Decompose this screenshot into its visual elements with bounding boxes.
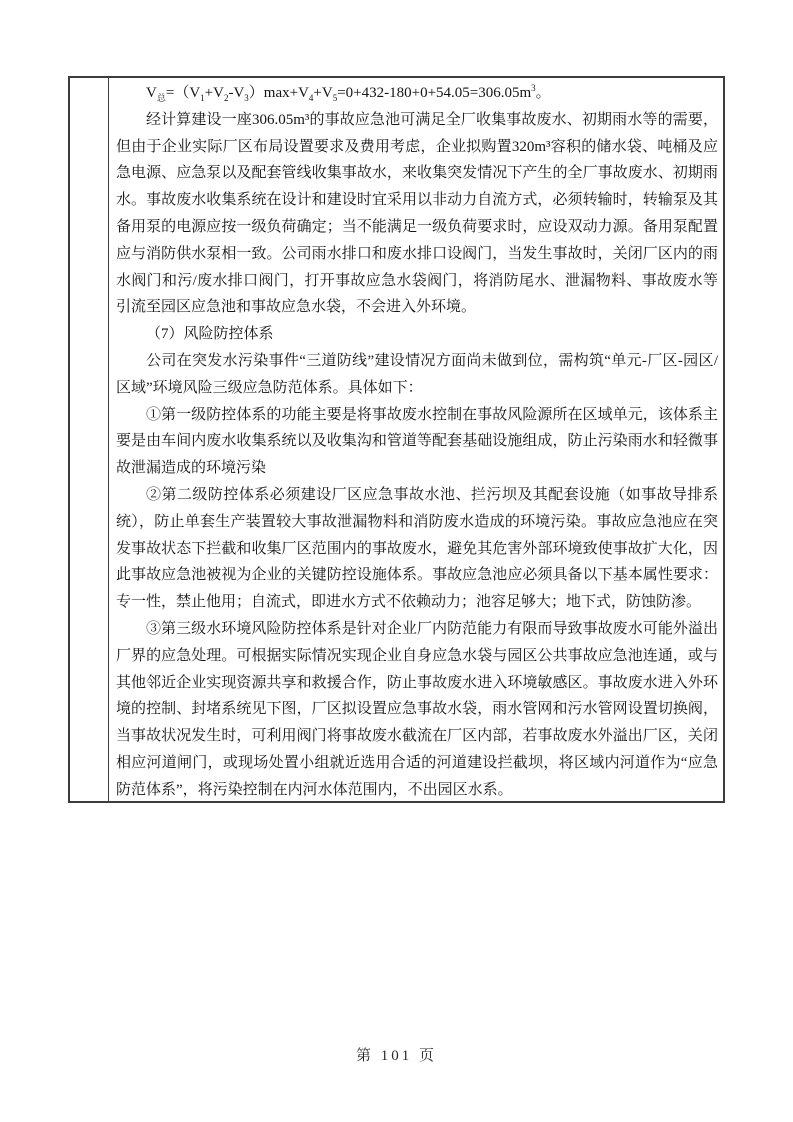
page-number: 第 101 页	[355, 1048, 437, 1064]
paragraph-level-3-control-system: ③第三级水环境风险防控体系是针对企业厂内防范能力有限而导致事故废水可能外溢出厂界的应急处理。可根据实际情况实现企业自身应急水袋与园区公共事故应急池连通，或与其他邻近企业实现资源共享和救援合作，防止事故废水进入环境敏感区。事故废水进入外环境的控制、封堵系统见下图，厂区拟设置应急事故水袋，雨水管网和污水管网设置切换阀，当事故状况发生时，可利用阀门将事故废水截流在厂区内部，若事故废水外溢出厂区，关闭相应河道闸门，或现场处置小组就近选用合适的河道建设拦截坝，将区域内河道作为“应急防范体系”，将污染控制在内河水体范围内，不出园区水系。	[116, 620, 718, 798]
paragraph-emergency-pool-calculation: 经计算建设一座306.05m³的事故应急池可满足全厂收集事故废水、初期雨水等的需要，但由于企业实际厂区布局设置要求及费用考虑，企业拟购置320m³容积的储水袋、吨桶及应急电源、应急泵以及配套管线收集事故水，来收集突发情况下产生的全厂事故废水、初期雨水。事故废水收集系统在设计和建设时宜采用以非动力自流方式，必须转输时，转输泵及其备用泵的电源应按一级负荷确定；当不能满足一级负荷要求时，应设双动力源。备用泵配置应与消防供水泵相一致。公司雨水排口和废水排口设阀门，当发生事故时，关闭厂区内的雨水阀门和污/废水排口阀门，打开事故应急水袋阀门，将消防尾水、泄漏物料、事故废水等引流至园区应急池和事故应急水袋，不会进入外环境。	[116, 111, 718, 316]
paragraph-level-2-control-system: ②第二级防控体系必须建设厂区应急事故水池、拦污坝及其配套设施（如事故导排系统），防止单套生产装置较大事故泄漏物料和消防废水造成的环境污染。事故应急池应在突发事故状态下拦截和收集厂区范围内的事故废水，避免其危害外部环境致使事故扩大化，因此事故应急池被视为企业的关键防控设施体系。事故应急池应必须具备以下基本属性要求：专一性，禁止他用；自流式，即进水方式不依赖动力；池容足够大；地下式，防蚀防渗。	[116, 486, 718, 611]
content-table	[68, 76, 725, 803]
section-heading-risk-control-system: （7）风险防控体系	[146, 326, 274, 343]
table-main-cell	[109, 78, 723, 801]
paragraph-three-defense-lines-intro: 公司在突发水污染事件“三道防线”建设情况方面尚未做到位，需构筑“单元-厂区-园区/区域”环境风险三级应急防范体系。具体如下：	[116, 352, 718, 396]
formula-total-volume: $V_总=(V_1+V_2-V_3)\max+V_4+V_5=0+432-180+0+54.05=306.05m^3$。	[146, 83, 551, 103]
paragraph-level-1-control-system: ①第一级防控体系的功能主要是将事故废水控制在事故风险源所在区域单元，该体系主要是由车间内废水收集系统以及收集沟和管道等配套基础设施组成，防止污染雨水和轻微事故泄漏造成的环境污染	[116, 406, 718, 477]
table-left-column	[70, 78, 109, 801]
